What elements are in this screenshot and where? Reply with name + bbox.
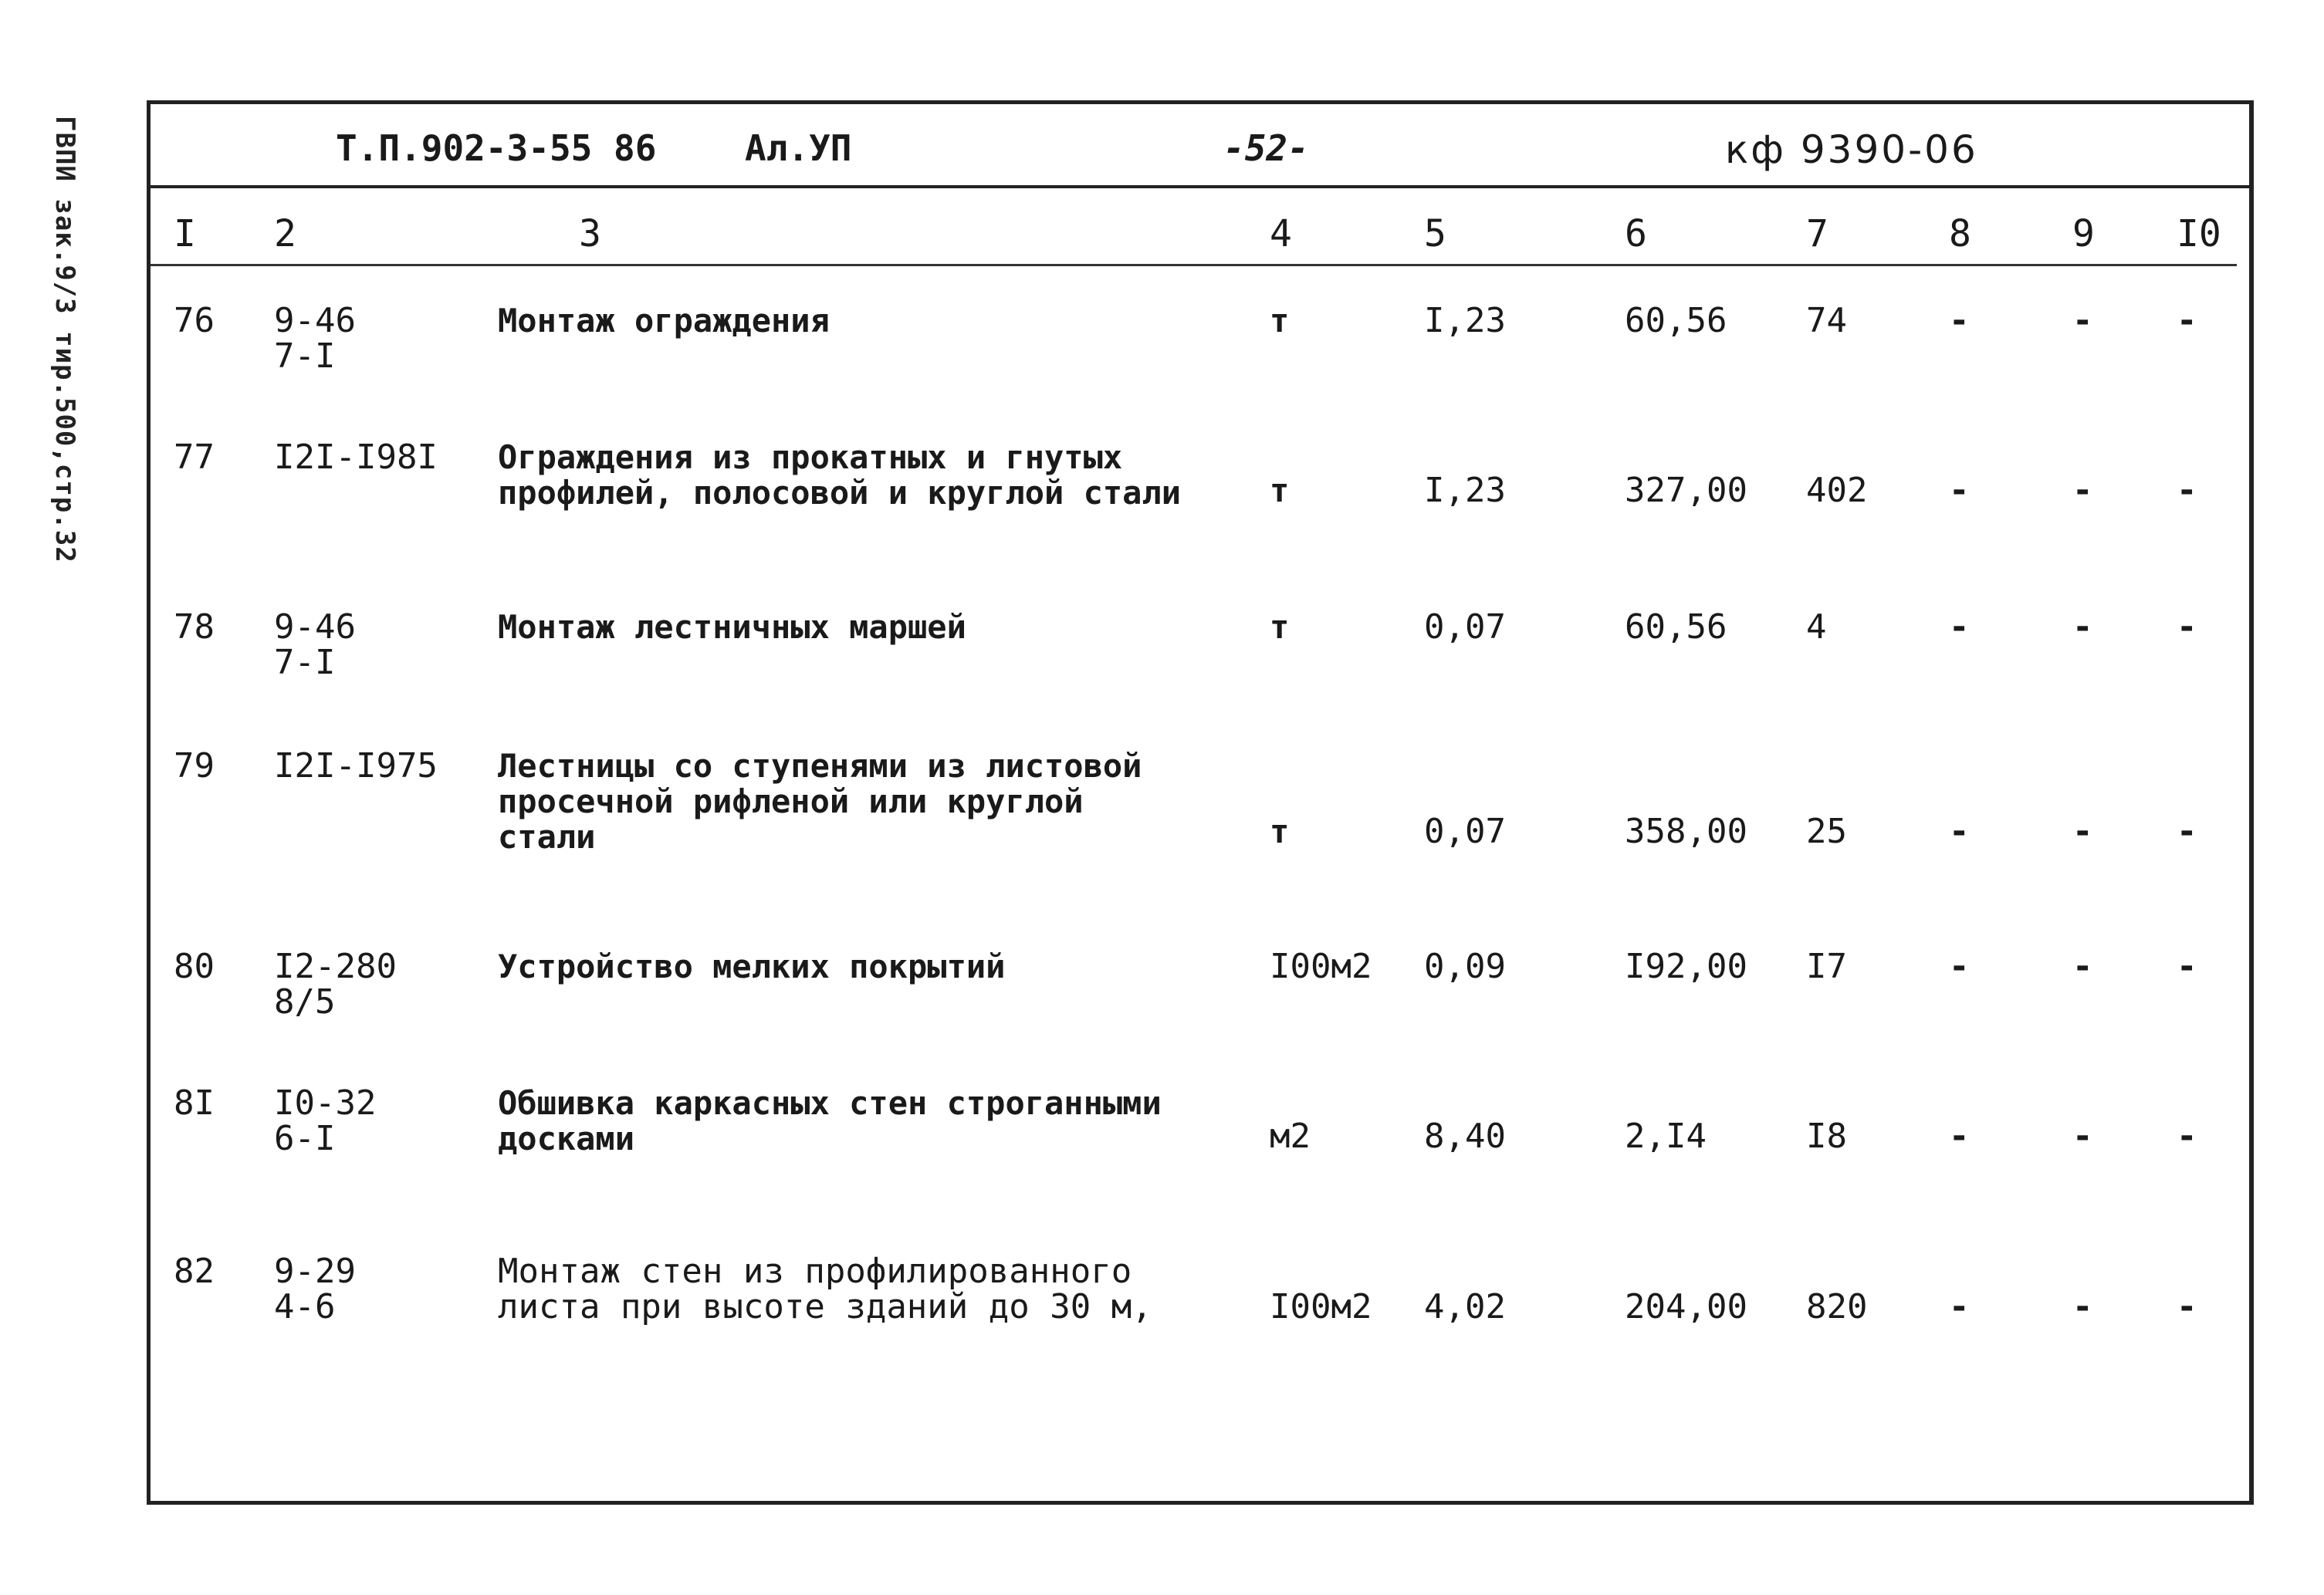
- row-number: 82: [174, 1252, 215, 1291]
- row-number: 78: [174, 607, 215, 647]
- rate-code: 9-46 7-I: [274, 607, 356, 682]
- total-cost: I7: [1806, 947, 1847, 986]
- row-number: 80: [174, 947, 215, 986]
- empty-dash: -: [1949, 1287, 1970, 1326]
- quantity: 8,40: [1424, 1117, 1506, 1156]
- unit-price: 327,00: [1625, 471, 1747, 510]
- column-header-divider: [151, 264, 2237, 266]
- row-number: 76: [174, 301, 215, 340]
- empty-dash: -: [2072, 947, 2093, 986]
- rate-code: I0-32 6-I: [274, 1083, 377, 1158]
- work-description: Устройство мелких покрытий: [498, 948, 1006, 985]
- empty-dash: -: [2177, 301, 2197, 340]
- empty-dash: -: [2072, 812, 2093, 851]
- unit-price: I92,00: [1625, 947, 1747, 986]
- unit: т: [1270, 813, 1290, 850]
- column-number: 4: [1270, 212, 1292, 255]
- empty-dash: -: [2072, 1287, 2093, 1326]
- quantity: I,23: [1424, 471, 1506, 510]
- column-number: 9: [2072, 212, 2095, 255]
- column-number: I: [174, 212, 196, 255]
- empty-dash: -: [2072, 1117, 2093, 1156]
- empty-dash: -: [1949, 607, 1970, 647]
- column-number: 2: [274, 212, 296, 255]
- empty-dash: -: [2177, 1287, 2197, 1326]
- empty-dash: -: [1949, 1117, 1970, 1156]
- total-cost: 25: [1806, 812, 1847, 851]
- page-number: -52-: [1223, 127, 1309, 169]
- empty-dash: -: [1949, 301, 1970, 340]
- empty-dash: -: [1949, 812, 1970, 851]
- side-stamp: ГВПИ зак.9/3 тир.500,стр.32: [49, 116, 80, 563]
- empty-dash: -: [2177, 947, 2197, 986]
- empty-dash: -: [1949, 471, 1970, 510]
- empty-dash: -: [2072, 471, 2093, 510]
- sheet-code: кф 9390-06: [1725, 127, 1978, 172]
- work-description: Монтаж стен из профилированного листа при высоте зданий до 30 м,: [498, 1252, 1152, 1326]
- unit: м2: [1270, 1117, 1311, 1156]
- empty-dash: -: [2072, 301, 2093, 340]
- column-number: 8: [1949, 212, 1971, 255]
- total-cost: I8: [1806, 1117, 1847, 1156]
- total-cost: 402: [1806, 471, 1868, 510]
- unit: т: [1270, 608, 1290, 646]
- row-number: 8I: [174, 1083, 215, 1123]
- unit-price: 60,56: [1625, 607, 1727, 647]
- work-description: Лестницы со ступенями из листовой просечной рифленой или круглой стали: [498, 747, 1142, 856]
- unit-price: 2,I4: [1625, 1117, 1707, 1156]
- work-description: Монтаж лестничных маршей: [498, 608, 966, 646]
- column-number: 6: [1625, 212, 1647, 255]
- empty-dash: -: [2177, 607, 2197, 647]
- doc-number: Т.П.902-3-55 86: [336, 127, 657, 169]
- empty-dash: -: [2177, 812, 2197, 851]
- estimate-sheet: [147, 100, 2254, 1505]
- quantity: 0,09: [1424, 947, 1506, 986]
- empty-dash: -: [2072, 607, 2093, 647]
- work-description: Ограждения из прокатных и гнутых профилей, полосовой и круглой стали: [498, 438, 1182, 512]
- rate-code: 9-46 7-I: [274, 301, 356, 376]
- column-number: 7: [1806, 212, 1828, 255]
- unit: т: [1270, 471, 1290, 509]
- column-number: 5: [1424, 212, 1446, 255]
- header-divider: [151, 185, 2249, 188]
- empty-dash: -: [2177, 1117, 2197, 1156]
- column-number: I0: [2177, 212, 2221, 255]
- total-cost: 820: [1806, 1287, 1868, 1326]
- unit: I00м2: [1270, 1287, 1372, 1326]
- quantity: 4,02: [1424, 1287, 1506, 1326]
- total-cost: 74: [1806, 301, 1847, 340]
- rate-code: I2I-I975: [274, 746, 438, 786]
- work-description: Обшивка каркасных стен строганными досками: [498, 1084, 1162, 1157]
- quantity: I,23: [1424, 301, 1506, 340]
- empty-dash: -: [2177, 471, 2197, 510]
- unit-price: 60,56: [1625, 301, 1727, 340]
- quantity: 0,07: [1424, 812, 1506, 851]
- unit: т: [1270, 302, 1290, 340]
- rate-code: I2I-I98I: [274, 438, 438, 477]
- unit-price: 204,00: [1625, 1287, 1747, 1326]
- row-number: 77: [174, 438, 215, 477]
- work-description: Монтаж ограждения: [498, 302, 830, 340]
- unit-price: 358,00: [1625, 812, 1747, 851]
- rate-code: 9-29 4-6: [274, 1252, 356, 1326]
- rate-code: I2-280 8/5: [274, 947, 397, 1022]
- column-number: 3: [579, 212, 601, 255]
- row-number: 79: [174, 746, 215, 786]
- empty-dash: -: [1949, 947, 1970, 986]
- quantity: 0,07: [1424, 607, 1506, 647]
- total-cost: 4: [1806, 607, 1827, 647]
- album-number: Ал.УП: [745, 127, 852, 169]
- unit: I00м2: [1270, 947, 1372, 986]
